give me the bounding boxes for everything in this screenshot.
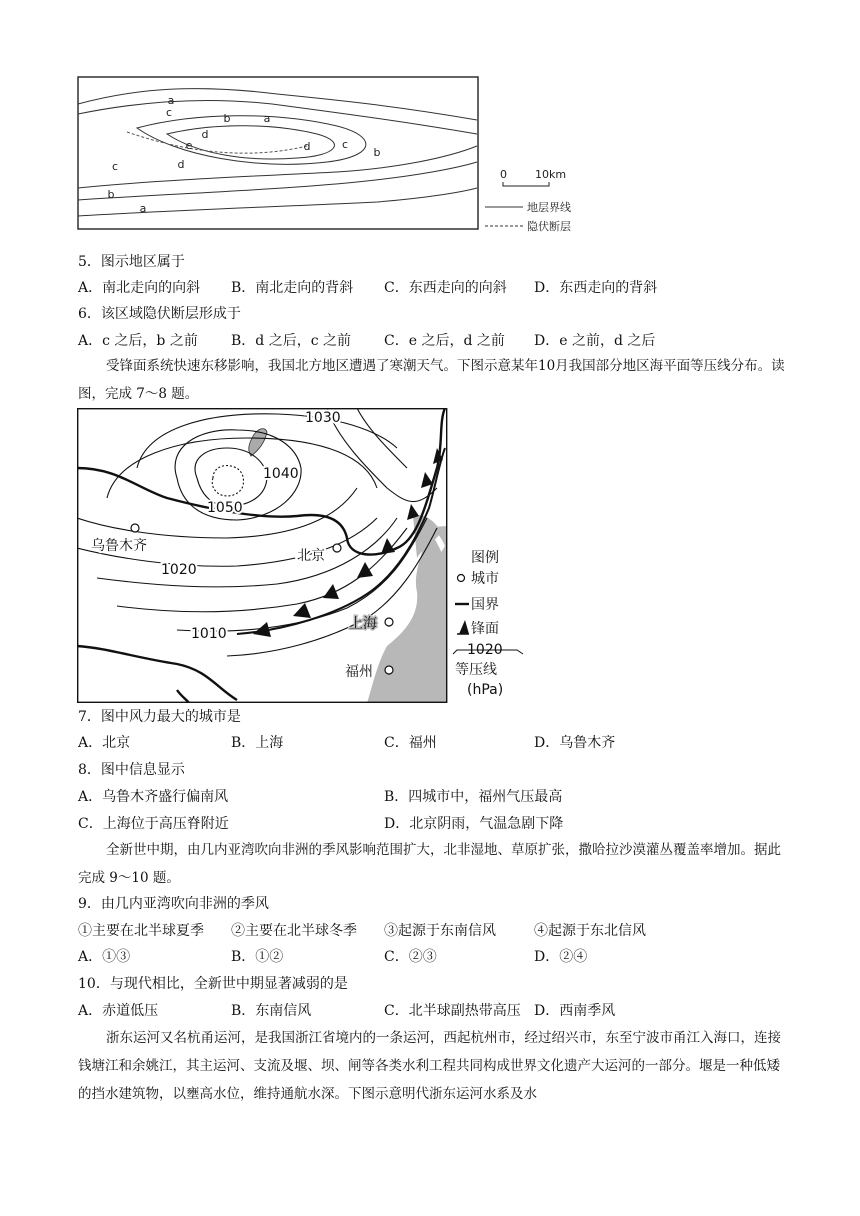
- q7-option-c: C．福州: [384, 735, 437, 751]
- q6-stem: 6．该区域隐伏断层形成于: [78, 306, 241, 322]
- q9-item-1: ①主要在北半球夏季: [78, 923, 204, 939]
- legend-unit: (hPa): [467, 682, 504, 698]
- q5-option-d: D．东西走向的背斜: [534, 280, 658, 296]
- q8-option-b: B．四城市中，福州气压最高: [384, 789, 563, 805]
- q9-stem: 9．由几内亚湾吹向非洲的季风: [78, 896, 269, 912]
- q10-option-d: D．西南季风: [534, 1003, 616, 1019]
- layer-label: b: [223, 112, 231, 125]
- q7-option-d: D．乌鲁木齐: [534, 735, 616, 751]
- q8-stem: 8．图中信息显示: [78, 762, 185, 778]
- q9-item-3: ③起源于东南信风: [384, 923, 496, 939]
- layer-label: b: [107, 188, 115, 201]
- isobar-label-1050: 1050: [207, 500, 243, 516]
- intro-9-10: 全新世中期，由几内亚湾吹向非洲的季风影响范围扩大，北非湿地、草原扩张，撒哈拉沙漠灌丛覆盖率增加。据此完成 9～10 题。: [78, 842, 781, 886]
- layer-label: c: [341, 138, 349, 151]
- legend-front: 锋面: [471, 621, 499, 637]
- q6-option-b: B．d 之后，c 之前: [231, 333, 351, 349]
- q6-option-a: A．c 之后，b 之前: [78, 333, 198, 349]
- q10-stem: 10．与现代相比，全新世中期显著减弱的是: [78, 976, 348, 992]
- legend-isobar-value: 1020: [467, 642, 503, 658]
- q5-option-b: B．南北走向的背斜: [231, 280, 354, 296]
- city-marker-fuzhou: [385, 666, 393, 674]
- isobar-label-1020: 1020: [161, 562, 197, 578]
- layer-label: a: [263, 112, 271, 125]
- layer-label: a: [167, 94, 175, 107]
- isobar-label-1030: 1030: [305, 410, 341, 426]
- layer-label: b: [373, 146, 381, 159]
- isobar-label-1010: 1010: [191, 626, 227, 642]
- layer-label: e: [185, 139, 193, 152]
- q10-option-c: C．北半球副热带高压: [384, 1003, 521, 1019]
- city-label-beijing: 北京: [297, 548, 325, 564]
- q9-item-2: ②主要在北半球冬季: [231, 923, 357, 939]
- q5-option-a: A．南北走向的向斜: [78, 280, 201, 296]
- q5-option-c: C．东西走向的向斜: [384, 280, 507, 296]
- city-label-shanghai: 上海: [349, 616, 377, 632]
- city-label-urumqi: 乌鲁木齐: [91, 538, 147, 554]
- legend: [485, 200, 571, 233]
- city-label-fuzhou: 福州: [345, 664, 373, 680]
- svg-text:0: 0: [500, 168, 507, 181]
- isobar-map: [77, 408, 527, 703]
- layer-label: c: [165, 106, 173, 119]
- q10-option-b: B．东南信风: [231, 1003, 312, 1019]
- legend-boundary-label: 地层界线: [527, 201, 571, 214]
- q7-stem: 7．图中风力最大的城市是: [78, 709, 241, 725]
- q9-option-a: A．①③: [78, 949, 131, 965]
- legend-border: 国界: [471, 597, 499, 613]
- city-marker-beijing: [333, 544, 341, 552]
- q8-option-c: C．上海位于高压脊附近: [78, 816, 229, 832]
- svg-text:10km: 10km: [535, 168, 567, 181]
- q6-option-d: D．e 之前，d 之后: [534, 333, 656, 349]
- q9-option-d: D．②④: [534, 949, 588, 965]
- intro-canal: 浙东运河又名杭甬运河，是我国浙江省境内的一条运河，西起杭州市，经过绍兴市，东至宁波市甬江入海口，连接钱塘江和余姚江，其主运河、支流及堰、坝、闸等各类水利工程共同构成世界文化遗产大运河的一部分。堰是一种低矮的挡水建筑物，以壅高水位，维持通航水深。下图示意明代浙东运河水系及水: [78, 1030, 781, 1102]
- legend-city: 城市: [471, 571, 499, 587]
- q8-option-a: A．乌鲁木齐盛行偏南风: [78, 789, 229, 805]
- q6-option-c: C．e 之后，d 之前: [384, 333, 505, 349]
- layer-label: d: [303, 140, 311, 153]
- q9-item-4: ④起源于东北信风: [534, 923, 646, 939]
- scale-bar: [500, 168, 566, 186]
- city-marker-shanghai: [385, 618, 393, 626]
- layer-label: a: [139, 202, 147, 215]
- q7-option-a: A．北京: [78, 735, 131, 751]
- intro-7-8: 受锋面系统快速东移影响，我国北方地区遭遇了寒潮天气。下图示意某年10月我国部分地区海平面等压线分布。读图，完成 7～8 题。: [78, 358, 785, 402]
- q9-option-b: B．①②: [231, 949, 284, 965]
- q5-stem: 5．图示地区属于: [78, 254, 185, 270]
- q7-option-b: B．上海: [231, 735, 284, 751]
- q9-option-c: C．②③: [384, 949, 437, 965]
- isobar-label-1040: 1040: [263, 466, 299, 482]
- geologic-map: [77, 76, 587, 234]
- city-marker-urumqi: [131, 524, 139, 532]
- layer-label: d: [177, 158, 185, 171]
- legend-title: 图例: [471, 550, 499, 566]
- layer-label: d: [201, 128, 209, 141]
- legend-isobar: 等压线: [455, 662, 497, 678]
- legend-fault-label: 隐伏断层: [527, 220, 571, 233]
- q8-option-d: D．北京阴雨，气温急剧下降: [384, 816, 564, 832]
- layer-label: c: [111, 160, 119, 173]
- q10-option-a: A．赤道低压: [78, 1003, 159, 1019]
